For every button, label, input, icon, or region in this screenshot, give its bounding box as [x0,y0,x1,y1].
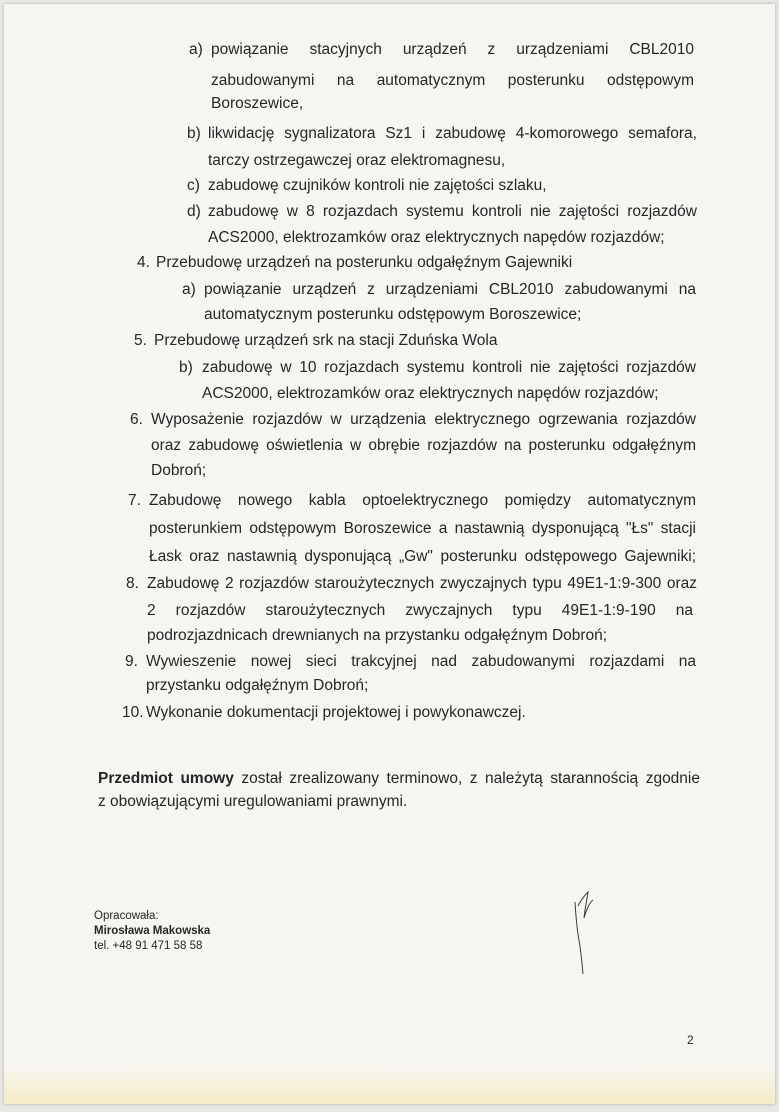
item-marker: a) [182,281,196,298]
item-line: posterunkiem odstępowym Boroszewice a nastawnią dysponującą "Łs" stacji [149,520,696,537]
item-line: oraz zabudowę oświetlenia w obrębie rozjazdów na posterunku odgałęźnym [151,437,696,454]
item-line: powiązanie stacyjnych urządzeń z urządzeniami CBL2010 [211,41,694,58]
item-line: ACS2000, elektrozamków oraz elektrycznych napędów rozjazdów; [202,385,659,402]
signature-icon [566,884,602,984]
document-page [4,4,775,1104]
item-line: podrozjazdnicach drewnianych na przystanku odgałęźnym Dobroń; [147,627,608,644]
item-marker: 5. [134,332,147,349]
item-line: Łask oraz nastawnią dysponującą „Gw" posterunku odstępowego Gajewniki; [149,548,696,565]
summary-rest: został zrealizowany terminowo, z należytą starannością zgodnie [233,770,700,787]
item-line: przystanku odgałęźnym Dobroń; [146,677,369,694]
item-marker: 8. [126,575,139,592]
author-phone: tel. +48 91 471 58 58 [94,940,203,952]
item-line: Przebudowę urządzeń na posterunku odgałęźnym Gajewniki [156,254,573,271]
summary-line-2: z obowiązującymi uregulowaniami prawnymi. [98,793,408,810]
item-marker: a) [189,41,203,58]
item-line: Zabudowę nowego kabla optoelektrycznego pomiędzy automatycznym [149,492,696,509]
item-marker: 6. [130,411,143,428]
scan-edge-tint [4,1064,775,1104]
item-line: Wywieszenie nowej sieci trakcyjnej nad zabudowanymi rozjazdami na [146,653,696,670]
item-line: zabudowanymi na automatycznym posterunku odstępowym [211,72,694,89]
page-number: 2 [687,1033,694,1047]
item-line: automatycznym posterunku odstępowym Boroszewice; [204,306,582,323]
item-line: Przebudowę urządzeń srk na stacji Zduńska Wola [154,332,498,349]
item-marker: d) [187,203,201,220]
item-line: tarczy ostrzegawczej oraz elektromagnesu, [208,152,506,169]
item-line: zabudowę w 8 rozjazdach systemu kontroli nie zajętości rozjazdów [208,203,697,220]
summary-bold: Przedmiot umowy [98,770,234,787]
item-line: Wykonanie dokumentacji projektowej i powykonawczej. [146,704,526,721]
item-marker: 7. [128,492,141,509]
summary-line [98,769,700,788]
item-line: ACS2000, elektrozamków oraz elektrycznych napędów rozjazdów; [208,229,665,246]
item-marker: 9. [125,653,138,670]
item-marker: c) [187,177,200,194]
item-line: 2 rozjazdów staroużytecznych zwyczajnych typu 49E1-1:9-190 na [147,602,693,619]
prepared-label: Opracowała: [94,910,159,922]
item-line: likwidację sygnalizatora Sz1 i zabudowę 4-komorowego semafora, [208,125,697,142]
item-line: Zabudowę 2 rozjazdów staroużytecznych zwyczajnych typu 49E1-1:9-300 oraz [147,575,697,592]
item-line: Wyposażenie rozjazdów w urządzenia elektrycznego ogrzewania rozjazdów [151,411,696,428]
item-line: zabudowę czujników kontroli nie zajętości szlaku, [208,177,547,194]
item-line: powiązanie urządzeń z urządzeniami CBL2010 zabudowanymi na [204,281,696,298]
author-name: Mirosława Makowska [94,925,211,937]
item-line: zabudowę w 10 rozjazdach systemu kontroli nie zajętości rozjazdów [202,359,696,376]
item-line: Dobroń; [151,462,207,479]
item-marker: b) [187,125,201,142]
item-marker: b) [179,359,193,376]
item-marker: 10. [122,704,144,721]
item-line: Boroszewice, [211,95,304,112]
item-marker: 4. [137,254,150,271]
